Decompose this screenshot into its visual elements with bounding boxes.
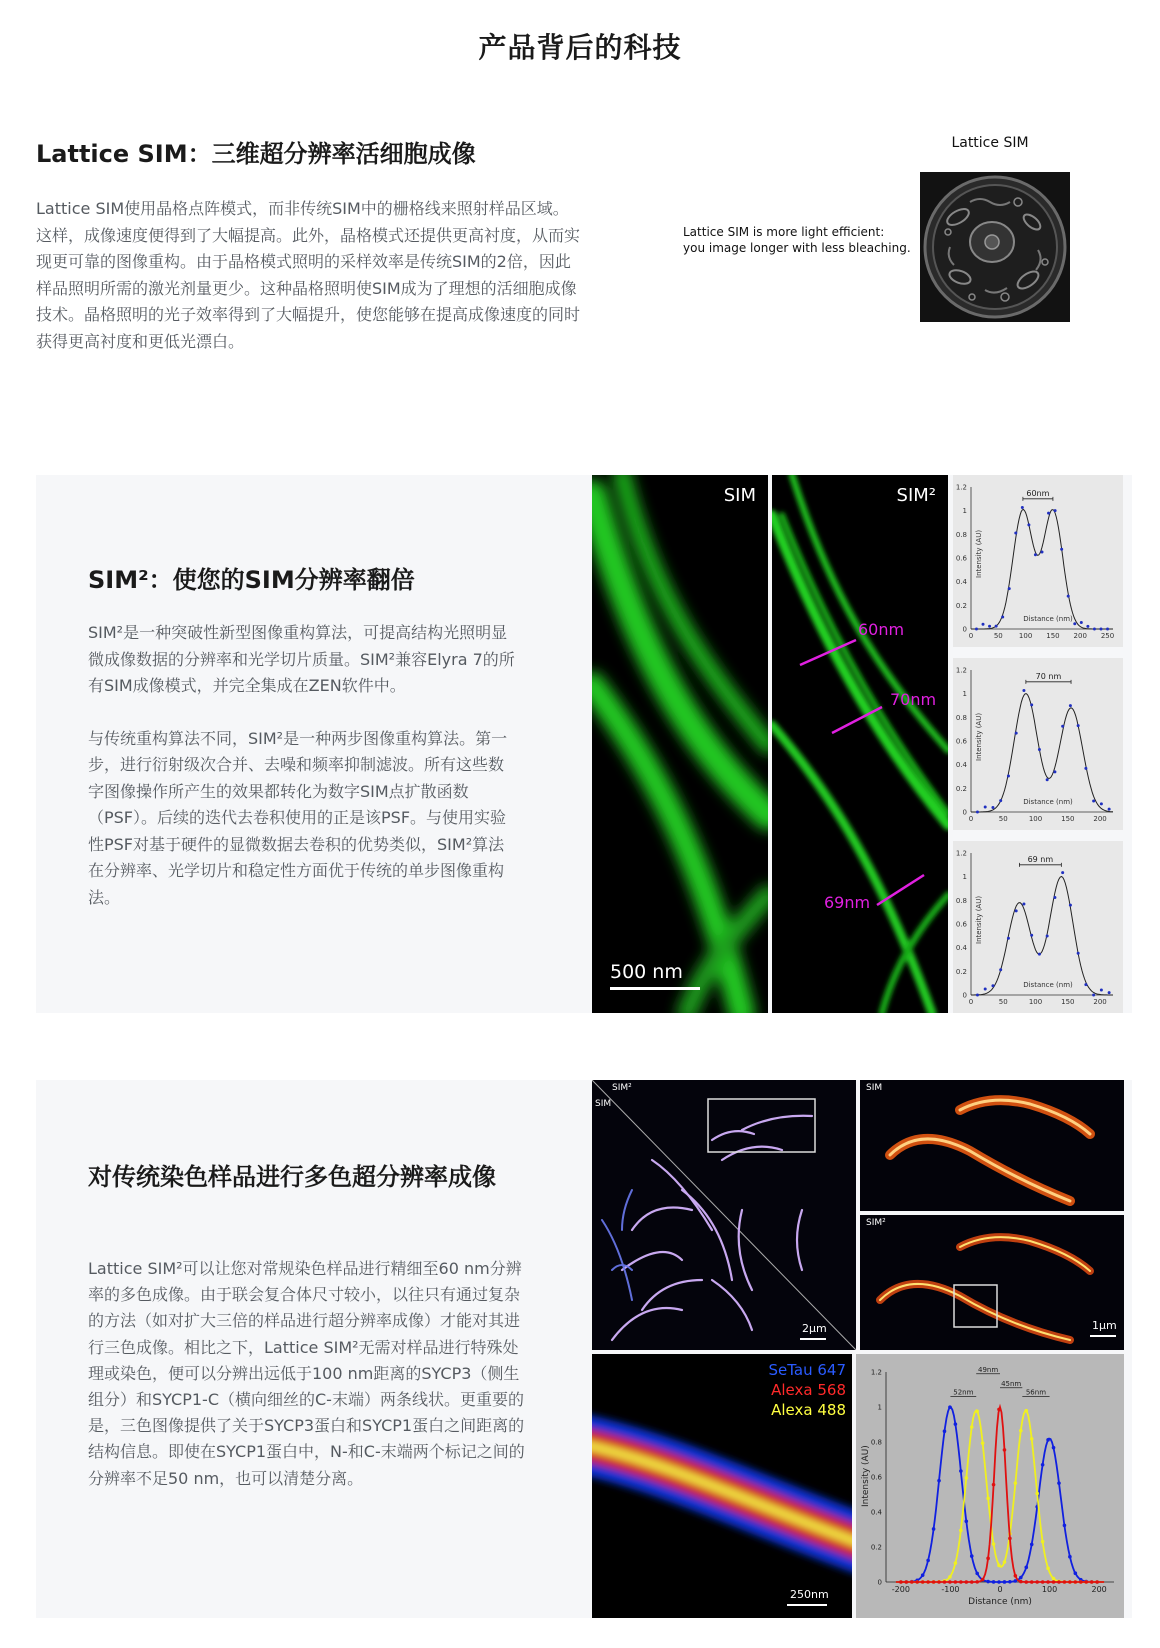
- profile-point: [976, 994, 979, 997]
- x-tick-label: 150: [1046, 632, 1060, 640]
- profile-point: [1077, 724, 1080, 727]
- y-axis-label: Intensity (AU): [975, 712, 983, 761]
- high-zoom-image: [592, 1354, 852, 1618]
- profile-point: [1100, 802, 1103, 805]
- y-tick-label: 0.8: [955, 530, 967, 539]
- series-alexa488-point: [1019, 1429, 1023, 1433]
- series-alexa488-point: [975, 1410, 979, 1414]
- series-setau647-point: [1057, 1481, 1061, 1485]
- section1-body: Lattice SIM使用晶格点阵模式，而非传统SIM中的栅格线来照射样品区域。这样，成像速度便得到了大幅提高。此外，晶格模式还提供更高衬度，从而实现更可靠的图像重构。由于晶格模式照明的采样效率是传统SIM的2倍，因此样品照明所需的激光剂量更少。这种晶格照明使SIM成为了理想的活细胞成像技术。晶格照明的光子效率得到了大幅提升，使您能够在提高成像速度的同时获得更高衬度和更低光漂白。: [36, 199, 581, 351]
- profile-point: [1084, 983, 1087, 986]
- series-alexa488-point: [981, 1441, 985, 1445]
- page-title: 产品背后的科技: [478, 31, 682, 64]
- peak-distance-label: 60nm: [1026, 488, 1050, 498]
- section2-paragraph-2: 与传统重构算法不同，SIM²是一种两步图像重构算法。第一步，进行衍射级次合并、去噪和频率抑制滤波。所有这些数字图像操作所产生的效果都转化为数字SIM点扩散函数（PSF）。后续的迭代去卷积使用的正是该PSF。与使用实验性PSF对基于硬件的显微数据去卷积的优势类似，SIM²算法在分辨率、光学切片和稳定性方面优于传统的单步图像重构法。: [88, 728, 508, 907]
- zoom-sim-image: [860, 1080, 1124, 1211]
- y-tick-label: 0.8: [870, 1438, 882, 1447]
- series-setau647-point: [997, 1580, 1001, 1584]
- series-alexa568-point: [1008, 1537, 1012, 1541]
- scale-bar-label: 500 nm: [610, 961, 683, 983]
- profile-point: [1053, 770, 1056, 773]
- x-tick-label: 200: [1091, 1585, 1107, 1594]
- series-alexa488-point: [954, 1561, 958, 1565]
- series-alexa488-point: [986, 1497, 990, 1501]
- series-alexa568-curve: [896, 1407, 1104, 1582]
- series-alexa568-point: [1095, 1580, 1099, 1584]
- peak-distance-label: 69 nm: [1027, 854, 1054, 864]
- profile-point: [1069, 904, 1072, 907]
- series-alexa488-point: [959, 1529, 963, 1533]
- x-tick-label: 150: [1061, 815, 1075, 823]
- profile-point: [1054, 509, 1057, 512]
- section2-title: SIM²：使您的SIM分辨率翻倍: [88, 566, 415, 594]
- distance-label: 52nm: [953, 1388, 974, 1397]
- series-alexa568-point: [905, 1580, 909, 1584]
- x-tick-label: 200: [1093, 998, 1107, 1006]
- x-tick-label: 100: [1041, 1585, 1058, 1594]
- x-tick-label: 200: [1093, 815, 1107, 823]
- zoom-sim-label: SIM: [866, 1083, 883, 1093]
- profile-point: [1038, 748, 1041, 751]
- y-tick-label: 1.2: [870, 1368, 882, 1377]
- series-alexa488-point: [1052, 1577, 1056, 1581]
- distance-label: 45nm: [1001, 1379, 1022, 1388]
- y-axis-label: Intensity (AU): [975, 529, 983, 578]
- profile-point: [1015, 909, 1018, 912]
- series-alexa568-point: [981, 1578, 985, 1582]
- x-tick-label: 0: [968, 998, 974, 1006]
- profile-point: [1022, 903, 1025, 906]
- profile-point: [1022, 689, 1025, 692]
- x-tick-label: 0: [968, 815, 974, 823]
- series-alexa568-point: [970, 1580, 974, 1584]
- series-alexa488-point: [1014, 1481, 1018, 1485]
- series-setau647-point: [943, 1429, 947, 1433]
- y-tick-label: 0.4: [955, 578, 967, 587]
- y-tick-label: 0.6: [870, 1473, 882, 1482]
- profile-point: [976, 811, 979, 814]
- zoom-sim2-label: SIM²: [866, 1218, 886, 1228]
- section2-body: [88, 620, 518, 911]
- series-setau647-point: [992, 1580, 996, 1584]
- overview-sim-label: SIM: [595, 1099, 612, 1109]
- profile-point: [984, 988, 987, 991]
- series-setau647-point: [1074, 1571, 1078, 1575]
- y-tick-label: 1: [962, 690, 967, 699]
- y-tick-label: 0.2: [955, 601, 967, 610]
- sim2-microscopy-image: [772, 475, 948, 1013]
- series-alexa568-point: [899, 1580, 903, 1584]
- series-alexa488-point: [1046, 1567, 1050, 1571]
- caption-line-2: you image longer with less bleaching.: [683, 241, 911, 255]
- x-axis-label: Distance (nm): [1023, 981, 1073, 989]
- y-tick-label: 0.4: [870, 1508, 882, 1517]
- profile-point: [1106, 628, 1109, 631]
- profile-point: [1108, 808, 1111, 811]
- profile-point: [1030, 934, 1033, 937]
- profile-point: [1008, 587, 1011, 590]
- series-alexa488-point: [964, 1476, 968, 1480]
- profile-point: [995, 625, 998, 628]
- sim-microscopy-image: [592, 475, 768, 1013]
- y-tick-label: 0: [877, 1578, 882, 1587]
- cell-illustration-image: [920, 172, 1070, 322]
- line-label-69nm: 69nm: [824, 893, 871, 912]
- profile-point: [1046, 934, 1049, 937]
- y-tick-label: 0.4: [955, 944, 967, 953]
- series-alexa568-point: [997, 1408, 1001, 1412]
- series-alexa568-point: [1030, 1580, 1034, 1584]
- profile-point: [1021, 506, 1024, 509]
- series-setau647-point: [1068, 1555, 1072, 1559]
- series-alexa488-point: [1035, 1492, 1039, 1496]
- y-axis-label: Intensity (AU): [975, 895, 983, 944]
- x-tick-label: 200: [1073, 632, 1087, 640]
- x-tick-label: -200: [891, 1585, 910, 1594]
- x-axis-label: Distance (nm): [968, 1597, 1032, 1607]
- profile-point: [975, 628, 978, 631]
- lattice-figure-caption: [683, 224, 911, 256]
- sim2-panel-label: SIM²: [896, 485, 936, 506]
- section3-body: Lattice SIM²可以让您对常规染色样品进行精细至60 nm分辨率的多色成像。由于联会复合体尺寸较小，以往只有通过复杂的方法（如对扩大三倍的样品进行超分辨率成像）才能对其进行三色成像。相比之下，Lattice SIM²无需对样品进行特殊处理或染色，便可以分辨出远低于100 nm距离的SYCP3（侧生组分）和SYCP1-C（横向细丝的C-末端）两条线状。更重要的是，三色图像提供了关于SYCP3蛋白和SYCP1蛋白之间距离的结构信息。即使在SYCP1蛋白中，N-和C-末端两个标记之间的分辨率不足50 nm，也可以清楚分离。: [88, 1259, 525, 1488]
- profile-point: [1014, 532, 1017, 535]
- peak-distance-label: 70 nm: [1035, 671, 1062, 681]
- overview-scale-label: 2µm: [802, 1322, 827, 1335]
- intensity-profile-plots: [953, 475, 1123, 1013]
- series-setau647-curve: [896, 1407, 1104, 1582]
- series-alexa568-point: [1041, 1580, 1045, 1584]
- profile-point: [1073, 622, 1076, 625]
- series-alexa488-point: [1024, 1409, 1028, 1413]
- series-alexa568-point: [975, 1580, 979, 1584]
- series-setau647-point: [975, 1572, 979, 1576]
- series-alexa568-point: [992, 1483, 996, 1487]
- section3-title: 对传统染色样品进行多色超分辨率成像: [88, 1163, 496, 1191]
- series-setau647-point: [1041, 1463, 1045, 1467]
- profile-point: [1030, 703, 1033, 706]
- profile-point: [1080, 621, 1083, 624]
- series-alexa488-point: [992, 1542, 996, 1546]
- profile-point: [1093, 627, 1096, 630]
- zoom-sim2-image: [860, 1215, 1124, 1350]
- y-tick-label: 0.2: [955, 967, 967, 976]
- series-setau647-point: [937, 1479, 941, 1483]
- profile-point: [1041, 551, 1044, 554]
- series-alexa568-point: [1052, 1580, 1056, 1584]
- x-tick-label: 150: [1061, 998, 1075, 1006]
- x-tick-label: 0: [997, 1585, 1003, 1594]
- profile-point: [984, 806, 987, 809]
- series-alexa568-point: [932, 1580, 936, 1584]
- profile-point: [1053, 896, 1056, 899]
- series-alexa568-point: [1024, 1580, 1028, 1584]
- series-alexa568-point: [910, 1580, 914, 1584]
- legend-alexa488: Alexa 488: [771, 1401, 846, 1419]
- profile-point: [1007, 937, 1010, 940]
- series-alexa568-point: [948, 1580, 952, 1584]
- x-tick-label: 250: [1100, 632, 1115, 640]
- channel-legend: [768, 1360, 846, 1420]
- profile-point: [1084, 767, 1087, 770]
- profile-point: [1061, 725, 1064, 728]
- line-label-70nm: 70nm: [890, 690, 937, 709]
- x-tick-label: 50: [993, 632, 1003, 640]
- series-alexa488-point: [948, 1575, 952, 1579]
- intensity-plot-3: [953, 841, 1123, 1013]
- profile-point: [991, 984, 994, 987]
- intensity-plot-2: [953, 658, 1123, 830]
- series-setau647-point: [1052, 1446, 1056, 1450]
- y-tick-label: 0: [962, 991, 967, 1000]
- profile-point: [1027, 523, 1030, 526]
- sim-panel-label: SIM: [723, 485, 756, 506]
- profile-point: [991, 806, 994, 809]
- profile-point: [1001, 616, 1004, 619]
- y-tick-label: 1.2: [955, 849, 967, 858]
- profile-point: [1092, 994, 1095, 997]
- series-alexa568-point: [986, 1557, 990, 1561]
- series-alexa488-point: [997, 1564, 1001, 1568]
- profile-point: [1086, 625, 1089, 628]
- profile-point: [1092, 800, 1095, 803]
- series-alexa568-point: [959, 1580, 963, 1584]
- y-tick-label: 0.4: [955, 761, 967, 770]
- profile-point: [1067, 595, 1070, 598]
- series-alexa568-point: [1019, 1580, 1023, 1584]
- lattice-figure-title: Lattice SIM: [951, 135, 1029, 151]
- series-setau647-point: [1030, 1543, 1034, 1547]
- profile-point: [1100, 988, 1103, 991]
- series-alexa488-point: [1003, 1560, 1007, 1564]
- series-setau647-point: [1046, 1438, 1050, 1442]
- series-alexa568-point: [1046, 1580, 1050, 1584]
- y-axis-label: Intensity (AU): [861, 1445, 871, 1507]
- series-alexa568-point: [937, 1580, 941, 1584]
- profile-point: [988, 625, 991, 628]
- y-tick-label: 0.2: [870, 1543, 882, 1552]
- series-alexa488-point: [1041, 1540, 1045, 1544]
- multicolor-overview-image: [592, 1080, 856, 1350]
- y-tick-label: 0.8: [955, 713, 967, 722]
- profile-point: [999, 799, 1002, 802]
- series-alexa568-point: [1074, 1580, 1078, 1584]
- series-alexa568-point: [921, 1580, 925, 1584]
- series-setau647-point: [1003, 1580, 1007, 1584]
- y-tick-label: 0: [962, 808, 967, 817]
- y-tick-label: 0.2: [955, 784, 967, 793]
- profile-point: [1060, 548, 1063, 551]
- series-alexa488-point: [1030, 1437, 1034, 1441]
- section1-title: Lattice SIM：三维超分辨率活细胞成像: [36, 140, 476, 168]
- overview-sim2-label: SIM²: [612, 1083, 632, 1093]
- distance-label: 49nm: [978, 1365, 999, 1374]
- profile-point: [1046, 778, 1049, 781]
- y-tick-label: 1.2: [955, 666, 967, 675]
- series-setau647-point: [926, 1559, 930, 1563]
- series-alexa568-point: [1079, 1580, 1083, 1584]
- x-axis-label: Distance (nm): [1023, 615, 1073, 623]
- series-alexa568-point: [954, 1580, 958, 1584]
- series-alexa568-point: [1035, 1580, 1039, 1584]
- y-tick-label: 0: [962, 625, 967, 634]
- distance-label: 56nm: [1025, 1388, 1047, 1397]
- profile-point: [1099, 628, 1102, 631]
- series-alexa568-point: [1090, 1580, 1094, 1584]
- legend-setau647: SeTau 647: [768, 1361, 846, 1379]
- series-setau647-point: [959, 1469, 963, 1473]
- high-zoom-scale-label: 250nm: [790, 1588, 829, 1601]
- y-tick-label: 0.6: [955, 737, 967, 746]
- series-alexa568-point: [1068, 1580, 1072, 1584]
- series-alexa568-point: [1063, 1580, 1067, 1584]
- x-axis-label: Distance (nm): [1023, 798, 1073, 806]
- x-tick-label: 0: [968, 632, 974, 640]
- series-alexa568-point: [1014, 1574, 1018, 1578]
- y-tick-label: 0.8: [955, 896, 967, 905]
- profile-point: [1061, 871, 1064, 874]
- x-tick-label: -100: [941, 1585, 960, 1594]
- y-tick-label: 1: [962, 507, 967, 516]
- multicolor-intensity-plot: [856, 1354, 1124, 1618]
- series-setau647-point: [1008, 1580, 1012, 1584]
- profile-point: [1015, 732, 1018, 735]
- series-setau647-point: [1019, 1576, 1023, 1580]
- line-label-60nm: 60nm: [858, 620, 905, 639]
- profile-point: [1034, 553, 1037, 556]
- series-setau647-point: [986, 1580, 990, 1584]
- series-alexa568-point: [1084, 1580, 1088, 1584]
- section2-paragraph-1: SIM²是一种突破性新型图像重构算法，可提高结构光照明显微成像数据的分辨率和光学切片质量。SIM²兼容Elyra 7的所有SIM成像模式，并完全集成在ZEN软件中。: [88, 623, 515, 695]
- series-setau647-point: [970, 1554, 974, 1558]
- y-tick-label: 1: [877, 1403, 882, 1412]
- series-setau647-point: [1063, 1524, 1067, 1528]
- profile-point: [1108, 991, 1111, 994]
- series-setau647-point: [954, 1422, 958, 1426]
- profile-point: [999, 968, 1002, 971]
- profile-point: [1069, 704, 1072, 707]
- x-tick-label: 50: [998, 815, 1008, 823]
- y-tick-label: 0.6: [955, 554, 967, 563]
- series-alexa568-point: [1003, 1448, 1007, 1452]
- series-alexa488-point: [970, 1425, 974, 1429]
- y-tick-label: 1.2: [955, 483, 967, 492]
- x-tick-label: 50: [998, 998, 1008, 1006]
- x-tick-label: 100: [1028, 998, 1043, 1006]
- profile-point: [982, 623, 985, 626]
- profile-point: [1007, 774, 1010, 777]
- y-tick-label: 0.6: [955, 920, 967, 929]
- x-tick-label: 100: [1018, 632, 1033, 640]
- series-setau647-point: [948, 1405, 952, 1409]
- series-setau647-point: [964, 1519, 968, 1523]
- intensity-plot-1: [953, 475, 1123, 647]
- profile-point: [1077, 952, 1080, 955]
- series-alexa568-point: [964, 1580, 968, 1584]
- legend-alexa568: Alexa 568: [771, 1381, 846, 1399]
- x-tick-label: 100: [1028, 815, 1043, 823]
- series-setau647-point: [921, 1573, 925, 1577]
- series-alexa568-point: [915, 1580, 919, 1584]
- profile-point: [1047, 512, 1050, 515]
- series-alexa488-curve: [896, 1411, 1104, 1583]
- series-alexa568-point: [1057, 1580, 1061, 1584]
- y-tick-label: 1: [962, 873, 967, 882]
- caption-line-1: Lattice SIM is more light efficient:: [683, 225, 885, 239]
- series-setau647-point: [1024, 1566, 1028, 1570]
- series-alexa568-point: [943, 1580, 947, 1584]
- series-setau647-point: [932, 1527, 936, 1531]
- series-alexa568-point: [926, 1580, 930, 1584]
- profile-point: [1038, 953, 1041, 956]
- zoom-scale-label: 1µm: [1092, 1319, 1117, 1332]
